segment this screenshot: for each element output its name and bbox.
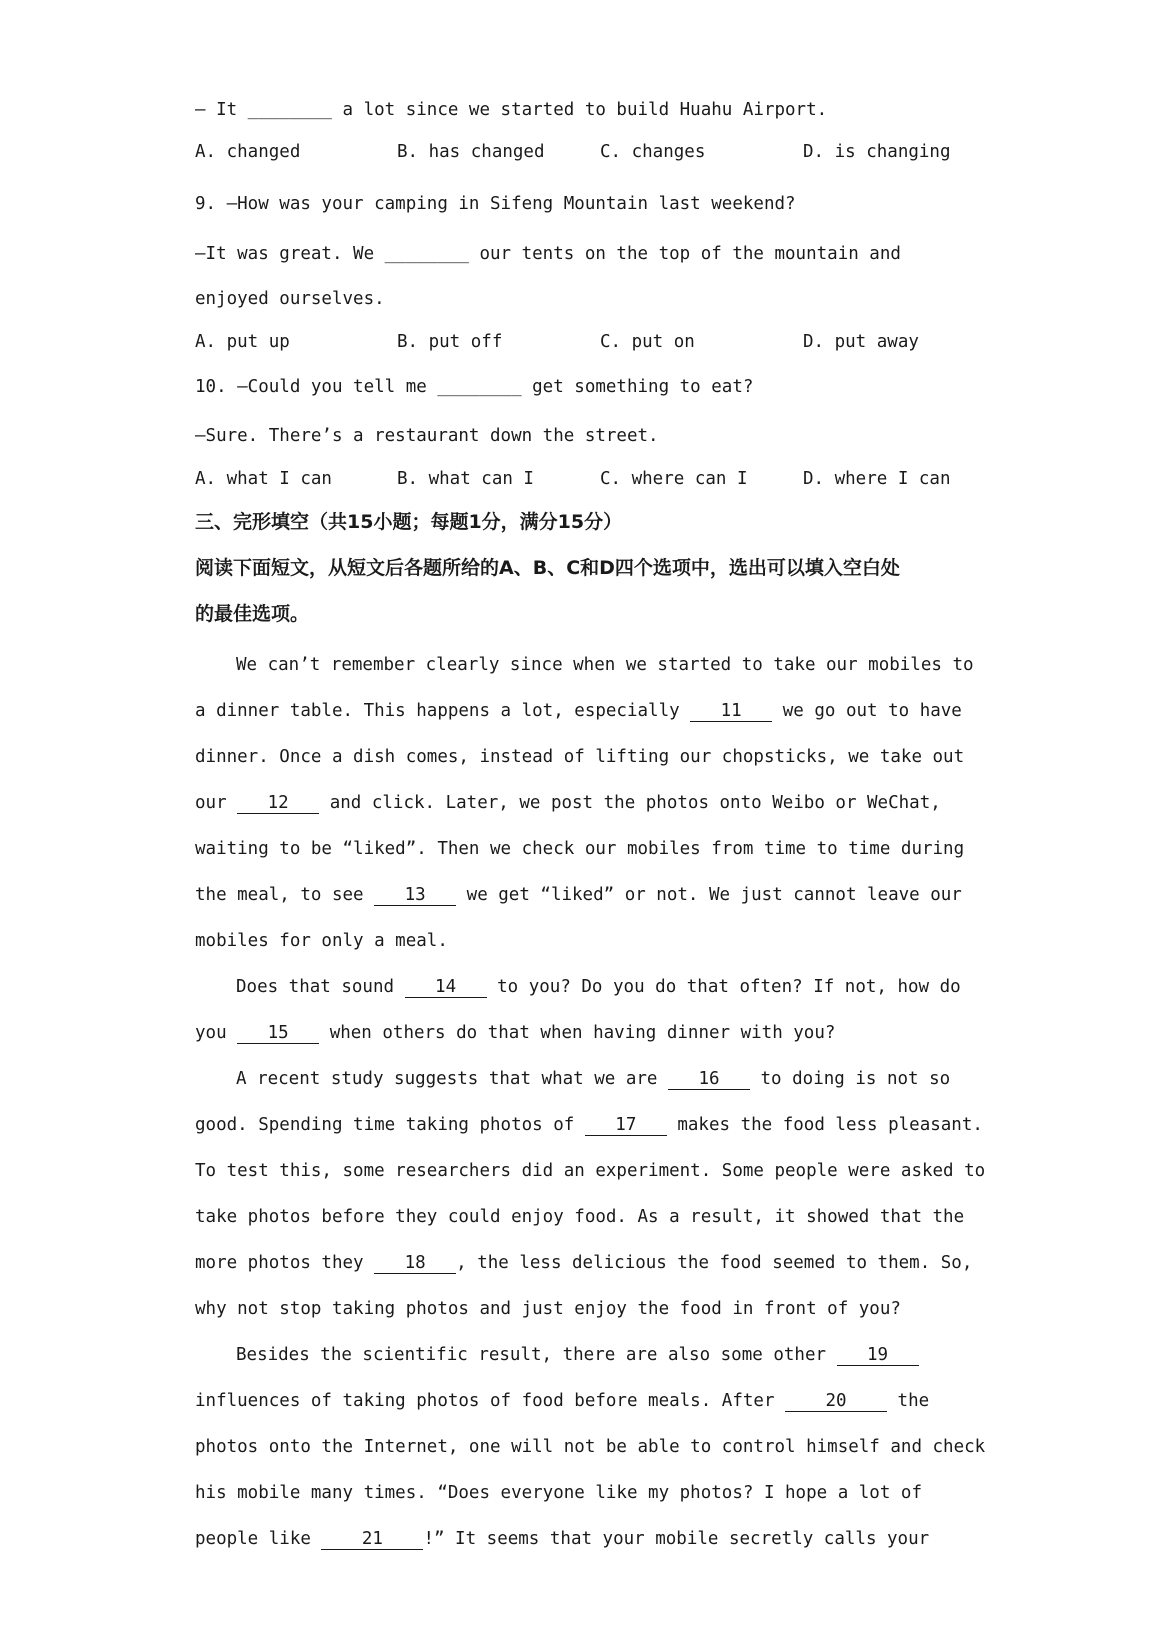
section-title: 三、完形填空（共15小题；每题1分，满分15分） bbox=[195, 511, 623, 533]
passage-p1-line3: dinner. Once a dish comes, instead of lifting our chopsticks, we take out bbox=[195, 747, 965, 767]
passage-p3-line2: good. Spending time taking photos of 17 makes the food less pleasant. bbox=[195, 1115, 983, 1135]
passage-p4-line5: people like 21 !” It seems that your mobile secretly calls your bbox=[195, 1529, 930, 1549]
blank-19: 19 bbox=[837, 1345, 919, 1366]
q8-option-d: D. is changing bbox=[803, 142, 951, 162]
passage-p4-line4: his mobile many times. “Does everyone like my photos? I hope a lot of bbox=[195, 1483, 922, 1503]
q9-option-c: C. put on bbox=[600, 332, 695, 352]
q8-option-a: A. changed bbox=[195, 142, 301, 162]
blank-11: 11 bbox=[690, 701, 772, 722]
q9-answer-line2: enjoyed ourselves. bbox=[195, 289, 385, 309]
blank-13: 13 bbox=[374, 885, 456, 906]
passage-p1-line5: waiting to be “liked”. Then we check our mobiles from time to time during bbox=[195, 839, 965, 859]
q8-option-b: B. has changed bbox=[397, 142, 545, 162]
blank-14: 14 bbox=[405, 977, 487, 998]
blank-17: 17 bbox=[585, 1115, 667, 1136]
passage-p1-line7: mobiles for only a meal. bbox=[195, 931, 448, 951]
passage-p1-line4: our 12 and click. Later, we post the photos onto Weibo or WeChat, bbox=[195, 793, 941, 813]
q10-option-a: A. what I can bbox=[195, 469, 332, 489]
q10-option-d: D. where I can bbox=[803, 469, 951, 489]
section-instructions-line1: 阅读下面短文，从短文后各题所给的A、B、C和D四个选项中，选出可以填入空白处 bbox=[195, 557, 900, 579]
passage-p3-line4: take photos before they could enjoy food. As a result, it showed that the bbox=[195, 1207, 965, 1227]
section-instructions-line2: 的最佳选项。 bbox=[195, 603, 310, 625]
passage-p3-line5: more photos they 18 , the less delicious the food seemed to them. So, bbox=[195, 1253, 973, 1273]
blank-12: 12 bbox=[237, 793, 319, 814]
blank-15: 15 bbox=[237, 1023, 319, 1044]
blank-16: 16 bbox=[668, 1069, 750, 1090]
passage-p1-line6: the meal, to see 13 we get “liked” or not. We just cannot leave our bbox=[195, 885, 962, 905]
passage-p4-line2: influences of taking photos of food before meals. After 20 the bbox=[195, 1391, 930, 1411]
q10-answer: —Sure. There’s a restaurant down the street. bbox=[195, 426, 659, 446]
q8-line: — It ________ a lot since we started to build Huahu Airport. bbox=[195, 100, 828, 120]
q10-question: 10. —Could you tell me ________ get something to eat? bbox=[195, 377, 754, 397]
passage-p3-line1: A recent study suggests that what we are 16 to doing is not so bbox=[236, 1069, 951, 1089]
blank-21: 21 bbox=[321, 1529, 423, 1550]
q9-option-d: D. put away bbox=[803, 332, 919, 352]
passage-p1-line2: a dinner table. This happens a lot, especially 11 we go out to have bbox=[195, 701, 962, 721]
blank-20: 20 bbox=[785, 1391, 887, 1412]
q8-option-c: C. changes bbox=[600, 142, 706, 162]
q9-option-b: B. put off bbox=[397, 332, 503, 352]
passage-p2-line2: you 15 when others do that when having dinner with you? bbox=[195, 1023, 836, 1043]
passage-p4-line1: Besides the scientific result, there are also some other 19 bbox=[236, 1343, 919, 1367]
q9-question: 9. —How was your camping in Sifeng Mountain last weekend? bbox=[195, 194, 796, 214]
passage-p3-line6: why not stop taking photos and just enjoy the food in front of you? bbox=[195, 1299, 901, 1319]
blank-18: 18 bbox=[374, 1253, 456, 1274]
passage-p3-line3: To test this, some researchers did an experiment. Some people were asked to bbox=[195, 1161, 986, 1181]
q9-option-a: A. put up bbox=[195, 332, 290, 352]
passage-p4-line3: photos onto the Internet, one will not be able to control himself and check bbox=[195, 1437, 986, 1457]
q9-answer-line1: —It was great. We ________ our tents on the top of the mountain and bbox=[195, 244, 901, 264]
passage-p1-line1: We can’t remember clearly since when we started to take our mobiles to bbox=[236, 655, 974, 675]
q10-option-c: C. where can I bbox=[600, 469, 748, 489]
q10-option-b: B. what can I bbox=[397, 469, 534, 489]
passage-p2-line1: Does that sound 14 to you? Do you do that often? If not, how do bbox=[236, 977, 961, 997]
